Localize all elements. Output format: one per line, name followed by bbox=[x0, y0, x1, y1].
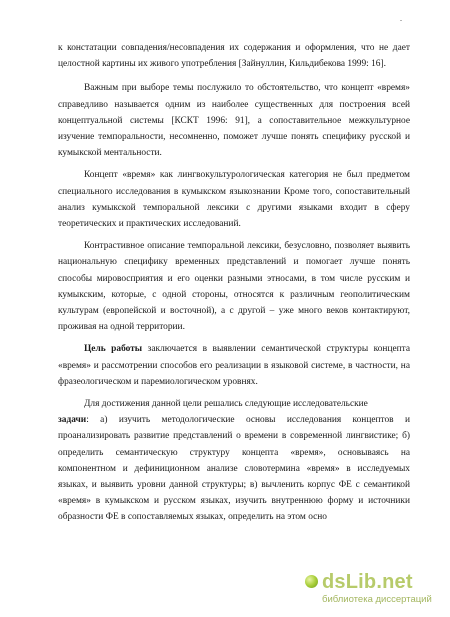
paragraph-6: Для достижения данной цели решались следующие исследовательские bbox=[84, 399, 368, 410]
globe-icon bbox=[305, 575, 318, 588]
paragraph-4: Контрастивное описание темпоральной лексики, безусловно, позволяет выявить национальную специфику временных представлений и помогает лучше понять способы мировосприятия и его оценки разными этносами, в том числе русским и кумыкским, которые, с одной стороны, относятся к различным геополитическим культурам (европейской и восточной), а с другой – уже много веков контактируют, проживая на одной территории. bbox=[58, 241, 410, 333]
watermark-logo: dsLib.net bbox=[322, 571, 413, 593]
paragraph-1: к констатации совпадения/несовпадения их содержания и оформления, что не дает целостной картины их живого употребления [Зайнуллин, Кильдибекова 1999: 16]. bbox=[58, 43, 410, 70]
paragraph-2: Важным при выборе темы послужило то обстоятельство, что концепт «время» справедливо называется одним из наиболее существенных для построения всей концептуальной системы [КСКТ 1996: 91], а сопоставительное межкультурное изучение темпоральности, несомненно, поможет лучше понять специфику русской и кумыкской ментальности. bbox=[58, 83, 410, 159]
dslib-watermark bbox=[305, 572, 445, 612]
page-mark: . bbox=[400, 14, 402, 23]
watermark-subtitle: библиотека диссертаций bbox=[322, 594, 432, 605]
paragraph-5: Цель работы заключается в выявлении семантической структуры концепта «время» и рассмотрении способов его реализации в языковой системе, в частности, на фразеологическом и паремиологическом уровнях. bbox=[58, 344, 411, 387]
goal-heading: Цель работы bbox=[84, 344, 143, 355]
paragraph-7: задачи: а) изучить методологические основы исследования концептов и проанализировать развитие представлений о времени в современной лингвистике; б) определить семантическую структуру концепта «время», основываясь на компонентном и дефиниционном анализе словотермина «время» в исследуемых языках, и выявить уровни данной структуры; в) вычленить корпус ФЕ с семантикой «время» в кумыкском и русском языках, изучить внутреннюю форму и источники образности ФЕ в сопоставляемых языках, определить на этом осно bbox=[58, 415, 410, 523]
document-body bbox=[58, 40, 410, 532]
tasks-heading: задачи bbox=[58, 415, 87, 426]
paragraph-3: Концепт «время» как лингвокультурологическая категория не был предметом специального исследования в кумыкском языкознании Кроме того, сопоставительный анализ кумыкской темпоральной лексики с другими языками входит в сферу теоретических и практических исследований. bbox=[58, 170, 410, 230]
